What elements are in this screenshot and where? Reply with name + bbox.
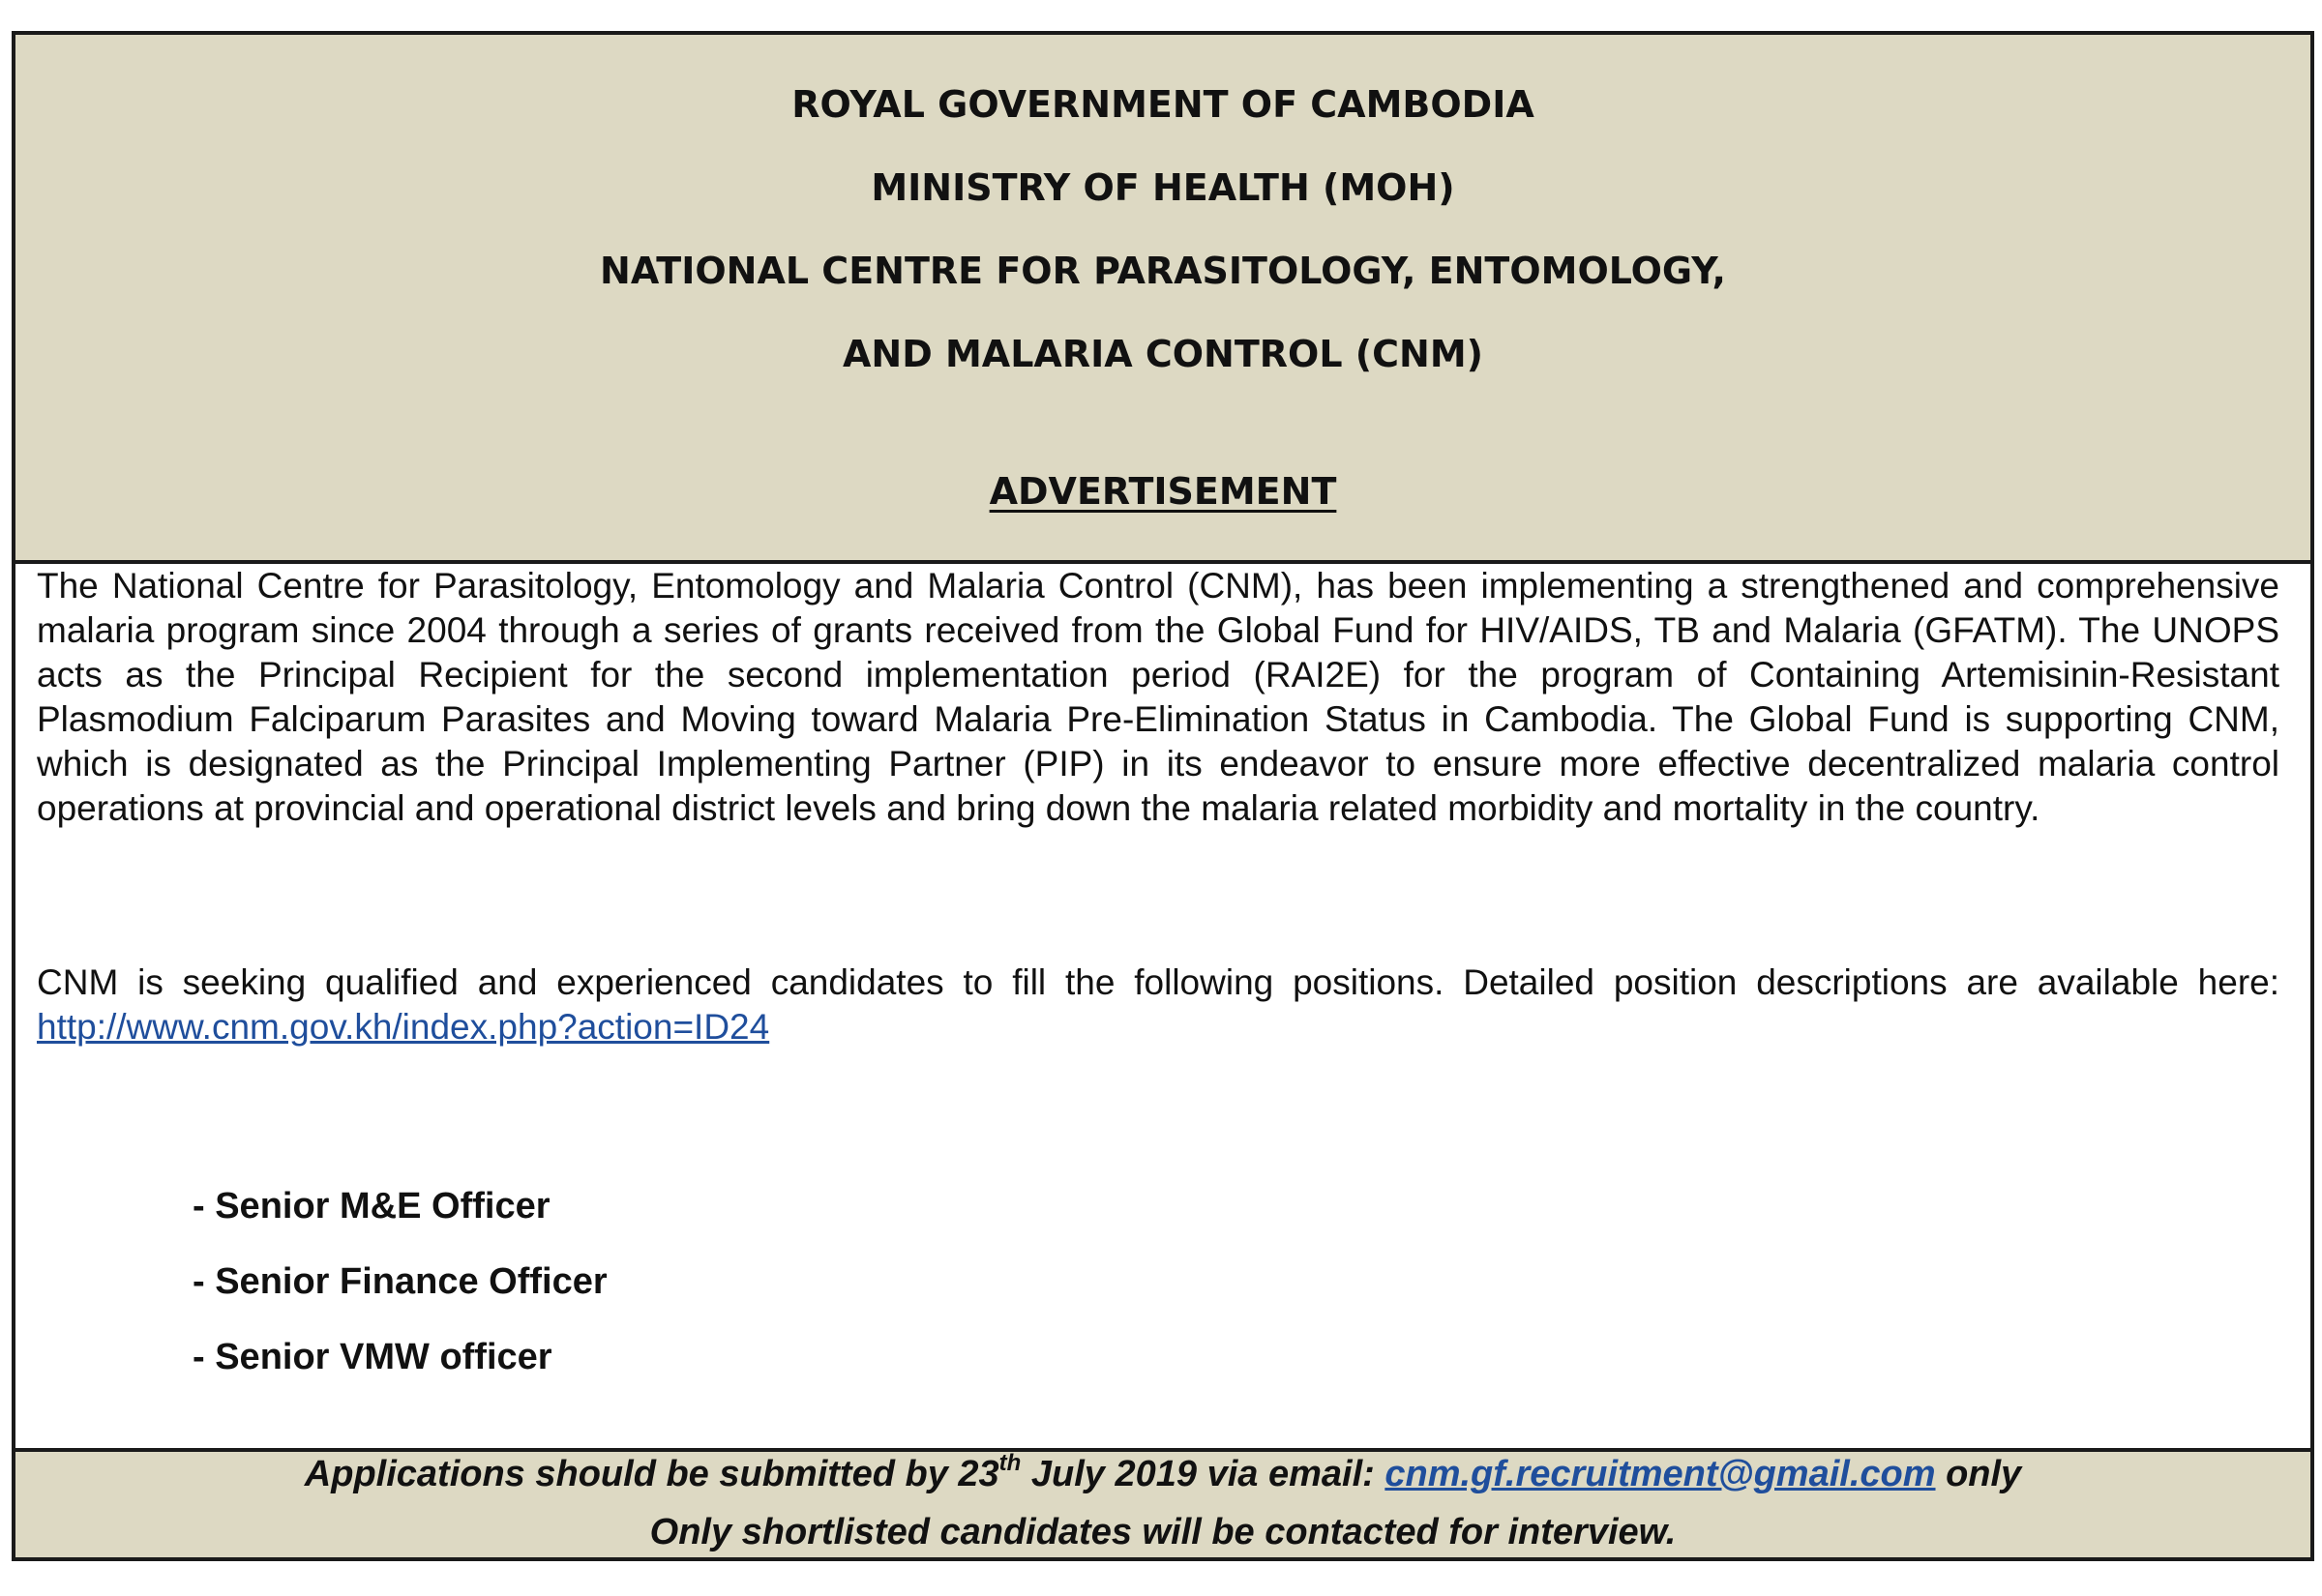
advertisement-title: ADVERTISEMENT [989,470,1337,513]
header-ministry: MINISTRY OF HEALTH (MOH) [871,166,1455,209]
intro-paragraph: The National Centre for Parasitology, Entomology and Malaria Control (CNM), has been implementing a strengthened and comprehensive malaria program since 2004 through a series of grants received from the Global Fund for HIV/AIDS, TB and Malaria (GFATM). The UNOPS acts as the Principal Recipient for the second implementation period (RAI2E) for the program of Containing Artemisinin-Resistant Plasmodium Falciparum Parasites and Moving toward Malaria Pre-Elimination Status in Cambodia. The Global Fund is supporting CNM, which is designated as the Principal Implementing Partner (PIP) in its endeavor to ensure more effective decentralized malaria control operations at provincial and operational district levels and bring down the malaria related morbidity and mortality in the country. [37,566,2279,828]
position-item-vmw-officer: - Senior VMW officer [193,1337,552,1377]
seeking-text: CNM is seeking qualified and experienced candidates to fill the following positions. Detailed position descriptions are available here: [37,962,2279,1002]
deadline-ordinal: th [998,1450,1022,1476]
position-item-me-officer: - Senior M&E Officer [193,1186,551,1227]
shortlist-note: Only shortlisted candidates will be contacted for interview. [649,1512,1677,1552]
header-section [15,35,2310,564]
deadline-middle: July 2019 via email: [1021,1454,1385,1494]
position-item-finance-officer: - Senior Finance Officer [193,1261,608,1302]
deadline-suffix: only [1935,1454,2022,1494]
header-centre-line2: AND MALARIA CONTROL (CNM) [842,333,1484,375]
deadline-prefix: Applications should be submitted by 23 [304,1454,999,1494]
position-descriptions-link[interactable]: http://www.cnm.gov.kh/index.php?action=ID24 [37,1007,770,1047]
header-title-wrap [15,470,2310,513]
deadline-line [15,1452,2310,1496]
advertisement-box [12,31,2314,1561]
recruitment-email-link[interactable]: cnm.gf.recruitment@gmail.com [1384,1454,1936,1494]
footer-section [15,1452,2310,1557]
seeking-paragraph [37,961,2279,1049]
header-government: ROYAL GOVERNMENT OF CAMBODIA [791,83,1534,126]
body-section [15,564,2310,1452]
header-centre-line1: NATIONAL CENTRE FOR PARASITOLOGY, ENTOMOLOGY, [600,250,1726,292]
positions-list [193,1168,608,1395]
